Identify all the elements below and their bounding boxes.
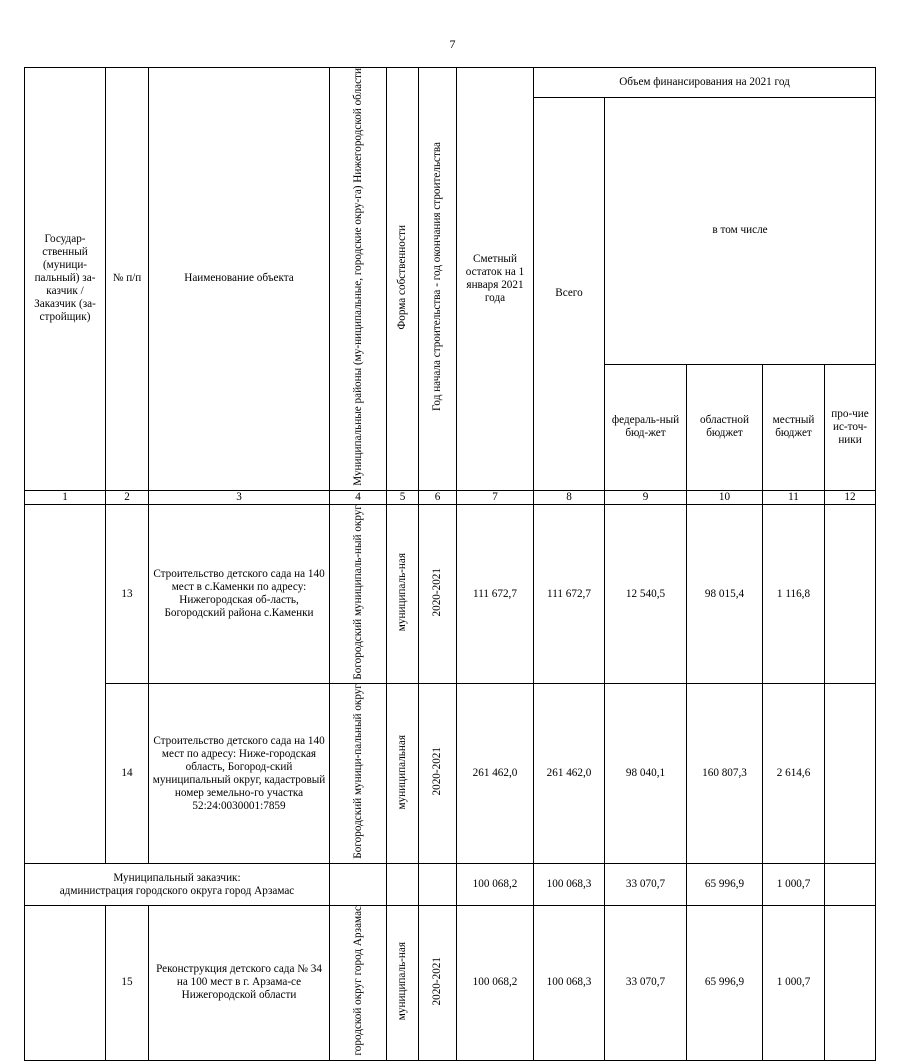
header-including: в том числе: [605, 98, 876, 365]
header-ownership: Форма собственности: [387, 68, 419, 491]
regional-cell: 65 996,9: [687, 906, 763, 1061]
customer-label-line1: Муниципальный заказчик:: [113, 871, 241, 884]
column-number: 2: [106, 490, 149, 504]
federal-cell: 33 070,7: [605, 864, 687, 906]
header-estimate: Сметный остаток на 1 января 2021 года: [457, 68, 534, 491]
other-cell: [825, 684, 876, 864]
table-row: [25, 906, 876, 1061]
empty-cell: [387, 864, 419, 906]
column-number: 8: [534, 490, 605, 504]
years-cell: 2020-2021: [419, 684, 457, 864]
municipality-cell: Богородский муниципаль-ный округ: [330, 504, 387, 684]
object-name: Строительство детского сада на 140 мест в с.Каменки по адресу: Нижегородская об-ласть, Богородский района с.Каменки: [149, 504, 330, 684]
regional-cell: 65 996,9: [687, 864, 763, 906]
local-cell: 1 000,7: [763, 906, 825, 1061]
column-number: 1: [25, 490, 106, 504]
empty-cell: [825, 864, 876, 906]
column-number: 12: [825, 490, 876, 504]
ownership-cell: муниципаль-ная: [387, 906, 419, 1061]
empty-cell: [330, 864, 387, 906]
row-number: 13: [106, 504, 149, 684]
financing-table: [24, 67, 876, 1061]
header-regional: областной бюджет: [687, 364, 763, 490]
total-cell: 100 068,3: [534, 864, 605, 906]
column-number: 9: [605, 490, 687, 504]
total-cell: 100 068,3: [534, 906, 605, 1061]
municipality-cell: Богородский муници-пальный округ: [330, 684, 387, 864]
page-number: 7: [449, 37, 456, 51]
years-cell: 2020-2021: [419, 504, 457, 684]
table-row: [25, 684, 876, 864]
column-number: 6: [419, 490, 457, 504]
estimate-cell: 100 068,2: [457, 906, 534, 1061]
header-customer: Государ-ственный (муници-пальный) за-казчик / Заказчик (за-стройщик): [25, 68, 106, 491]
federal-cell: 12 540,5: [605, 504, 687, 684]
column-numbers-row: [25, 490, 876, 504]
regional-cell: 98 015,4: [687, 504, 763, 684]
column-number: 10: [687, 490, 763, 504]
empty-cell: [419, 864, 457, 906]
header-years: Год начала строительства - год окончания строительства: [419, 68, 457, 491]
customer-row: [25, 864, 876, 906]
total-cell: 111 672,7: [534, 504, 605, 684]
table-row: [25, 504, 876, 684]
customer-cell-empty: [25, 906, 106, 1061]
header-object-name: Наименование объекта: [149, 68, 330, 491]
estimate-cell: 111 672,7: [457, 504, 534, 684]
column-number: 5: [387, 490, 419, 504]
customer-label: [25, 864, 330, 906]
object-name: Реконструкция детского сада № 34 на 100 мест в г. Арзама-се Нижегородской области: [149, 906, 330, 1061]
customer-label-line2: администрация городского округа город Арзамас: [59, 884, 295, 897]
row-number: 14: [106, 684, 149, 864]
local-cell: 1 116,8: [763, 504, 825, 684]
estimate-cell: 100 068,2: [457, 864, 534, 906]
header-num: № п/п: [106, 68, 149, 491]
column-number: 4: [330, 490, 387, 504]
header-local: местный бюджет: [763, 364, 825, 490]
customer-cell-empty: [25, 504, 106, 863]
federal-cell: 98 040,1: [605, 684, 687, 864]
column-number: 7: [457, 490, 534, 504]
municipality-cell: городской округ город Арзамас: [330, 906, 387, 1061]
other-cell: [825, 906, 876, 1061]
other-cell: [825, 504, 876, 684]
row-number: 15: [106, 906, 149, 1061]
header-other: про-чие ис-точ-ники: [825, 364, 876, 490]
years-cell: 2020-2021: [419, 906, 457, 1061]
regional-cell: 160 807,3: [687, 684, 763, 864]
federal-cell: 33 070,7: [605, 906, 687, 1061]
ownership-cell: муниципаль-ная: [387, 504, 419, 684]
local-cell: 1 000,7: [763, 864, 825, 906]
total-cell: 261 462,0: [534, 684, 605, 864]
object-name: Строительство детского сада на 140 мест по адресу: Ниже-городская область, Богород-ский муниципальный округ, кадастровый номер земельно-го участка 52:24:0030001:7859: [149, 684, 330, 864]
header-funding: Объем финансирования на 2021 год: [534, 68, 876, 98]
header-federal: федераль-ный бюд-жет: [605, 364, 687, 490]
ownership-cell: муниципальная: [387, 684, 419, 864]
estimate-cell: 261 462,0: [457, 684, 534, 864]
local-cell: 2 614,6: [763, 684, 825, 864]
header-municipality: Муниципальные районы (му-ниципальные, городские окру-га) Нижегородской области: [330, 68, 387, 491]
column-number: 11: [763, 490, 825, 504]
header-total: Всего: [534, 98, 605, 491]
column-number: 3: [149, 490, 330, 504]
